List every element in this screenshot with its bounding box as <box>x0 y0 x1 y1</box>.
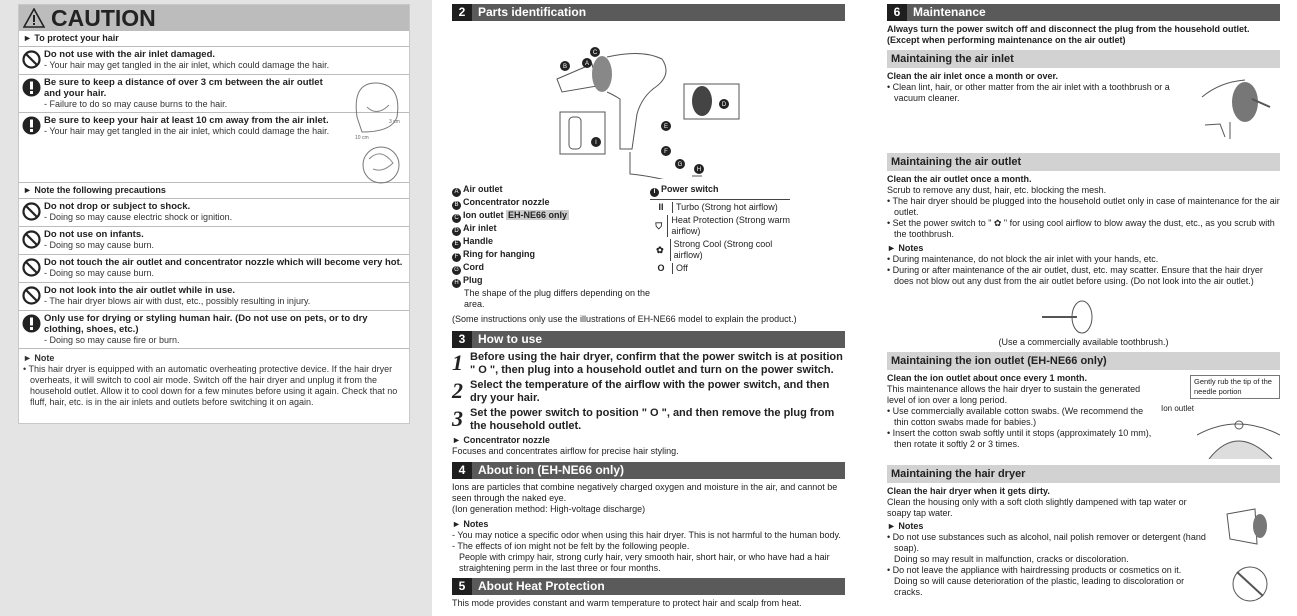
section-maintenance-header: 6 Maintenance <box>887 4 1280 21</box>
switch-position: ✿ Strong Cool (Strong cool airflow) <box>650 239 790 261</box>
caution-item-title: Be sure to keep a distance of over 3 cm between the air outlet and your hair. <box>44 77 323 99</box>
caution-item-desc: - Failure to do so may cause burns to the hair. <box>44 99 228 109</box>
caution-item-desc: - Doing so may cause burn. <box>44 268 155 278</box>
step <box>452 379 845 404</box>
caution-item-title: Do not drop or subject to shock. <box>44 201 191 212</box>
toothbrush-caption: (Use a commercially available toothbrush.) <box>998 337 1169 347</box>
diagram-label-b: B <box>562 64 568 70</box>
precautions-heading: ► Note the following precautions <box>19 182 409 198</box>
ion-bullet: • Insert the cotton swab softly until it stops (approximately 10 mm), then rotate it softly 2 or 3 times. <box>887 428 1152 449</box>
ion-lead: Clean the ion outlet about once every 1 month. <box>887 373 1088 383</box>
subsection-air-inlet: Maintaining the air inlet <box>887 50 1280 68</box>
step-number: 2 <box>452 378 463 403</box>
ion-note: - You may notice a specific odor when using this hair dryer. This is not harmful to the human body. <box>452 530 841 540</box>
ion-callout: Gently rub the tip of the needle portion <box>1190 375 1280 399</box>
section-parts-header: 2 Parts identification <box>452 4 845 21</box>
parts-list <box>452 184 845 310</box>
maintenance-intro: Always turn the power switch off and disconnect the plug from the household outlet. (Except when performing maintenance on the air outlet) <box>887 24 1250 45</box>
outlet-bullet: • Set the power switch to " ✿ " for using cool airflow to blow away the dust, etc., as you scrub with the toothbrush. <box>887 218 1275 239</box>
ion-method: (Ion generation method: High-voltage discharge) <box>452 504 646 514</box>
diagram-label-d: D <box>721 102 727 108</box>
diagram-label-a: A <box>584 61 590 67</box>
subsection-air-outlet: Maintaining the air outlet <box>887 153 1280 171</box>
dryer-note: Doing so may result in malfunction, cracks or discoloration. <box>894 554 1129 564</box>
ion-maint-text: This maintenance allows the hair dryer to sustain the generated level of ion over a long period. <box>887 384 1141 405</box>
ion-bullet: • Use commercially available cotton swabs. (We recommend the thin cotton swabs made for babies.) <box>887 406 1144 427</box>
part-item: A Air outlet <box>452 184 650 197</box>
part-item: G Cord <box>452 262 650 275</box>
label-10cm: 10 cm <box>355 135 369 141</box>
outlet-note: • During maintenance, do not block the air inlet with your hands, etc. <box>887 254 1159 264</box>
step <box>452 351 845 376</box>
ion-people: People with crimpy hair, strong curly hair, very smooth hair, short hair, or who have had a hair straightening perm in the last three or four months. <box>459 552 830 573</box>
nozzle-heading: ► Concentrator nozzle <box>452 435 550 445</box>
caution-item-title: Do not look into the air outlet while in use. <box>44 285 236 296</box>
section-how-to-use-header: 3 How to use <box>452 331 845 348</box>
dryer-notes-heading: ► Notes <box>887 521 924 531</box>
switch-position: O Off <box>650 263 790 274</box>
part-item: D Air inlet <box>452 223 650 236</box>
switch-glyph-icon: ⛉ <box>655 220 663 231</box>
middle-column <box>452 4 845 609</box>
ion-outlet-illustration <box>1197 413 1280 459</box>
caution-panel <box>18 4 410 424</box>
prohibited-icon <box>22 285 44 308</box>
switch-glyph-icon: ✿ <box>656 244 664 255</box>
caution-item <box>19 282 409 310</box>
caution-item-desc: - The hair dryer blows air with dust, etc., possibly resulting in injury. <box>44 296 311 306</box>
part-item: E Handle <box>452 236 650 249</box>
caution-item-title: Do not touch the air outlet and concentrator nozzle which will become very hot. <box>44 257 403 268</box>
cleaning-illustration <box>1225 494 1275 604</box>
label-3cm: 3 cm <box>389 119 400 125</box>
step-text: Set the power switch to position " O ", and then remove the plug from the household outlet. <box>470 407 835 432</box>
dryer-text: Clean the housing only with a soft cloth slightly dampened with tap water or soapy tap water. <box>887 497 1187 518</box>
inlet-lead: Clean the air inlet once a month or over. <box>887 71 1059 81</box>
part-letter: E <box>452 240 461 249</box>
part-letter: F <box>452 253 461 262</box>
step-text: Select the temperature of the airflow with the power switch, and then dry your hair. <box>470 379 830 404</box>
section-about-ion-header: 4 About ion (EH-NE66 only) <box>452 462 845 479</box>
warning-triangle-icon <box>23 8 45 28</box>
power-switch-legend: I Power switch II Turbo (Strong hot airflow) ⛉ Heat Protection (Strong warm airflow) ✿ Strong Cool (Strong cool airflow) O Off <box>650 184 790 310</box>
toothbrush-illustration <box>1037 297 1117 337</box>
heat-protection-text: This mode provides constant and warm temperature to protect hair and scalp from heat. <box>452 598 802 608</box>
step <box>452 407 845 432</box>
switch-position: ⛉ Heat Protection (Strong warm airflow) <box>650 215 790 237</box>
switch-glyph-icon: II <box>658 202 664 212</box>
outlet-note: • During or after maintenance of the air outlet, dust, etc. may scatter. Ensure that the hair dryer does not blow out any dust from the air outlet before using. (Do not look into the air outlet.) <box>887 265 1263 286</box>
caution-item-title: Do not use with the air inlet damaged. <box>44 49 216 60</box>
parts-footnote: (Some instructions only use the illustrations of EH-NE66 model to explain the product.) <box>452 314 797 324</box>
outlet-bullet: • The hair dryer should be plugged into the household outlet only in case of maintenance for the air outlet. <box>887 196 1280 217</box>
caution-item <box>19 254 409 282</box>
subsection-ion-outlet: Maintaining the ion outlet (EH-NE66 only) <box>887 352 1280 370</box>
caution-item <box>19 198 409 226</box>
prohibited-icon <box>22 201 44 224</box>
diagram-label-i: I <box>595 140 597 146</box>
caution-title: CAUTION <box>19 5 409 31</box>
caution-item-desc: - Doing so may cause fire or burn. <box>44 335 180 345</box>
protect-heading: ► To protect your hair <box>23 33 119 43</box>
hair-dryer-diagram <box>452 24 845 179</box>
part-letter: D <box>452 227 461 236</box>
outlet-text: Scrub to remove any dust, hair, etc. blocking the mesh. <box>887 185 1107 195</box>
step-number: 3 <box>452 406 463 431</box>
caution-item-title: Be sure to keep your hair at least 10 cm away from the air inlet. <box>44 115 329 126</box>
caution-item-title: Do not use on infants. <box>44 229 144 240</box>
outlet-lead: Clean the air outlet once a month. <box>887 174 1032 184</box>
mandatory-icon <box>22 115 44 180</box>
caution-item-desc: - Your hair may get tangled in the air inlet, which could damage the hair. <box>44 126 330 136</box>
step-text: Before using the hair dryer, confirm that the power switch is at position " O ", then plug into a household outlet and turn on the power switch. <box>470 351 843 376</box>
part-letter: C <box>452 214 461 223</box>
part-item: H Plug <box>452 275 650 288</box>
part-letter: G <box>452 266 461 275</box>
ion-outlet-label: Ion outlet <box>1161 404 1194 413</box>
part-item: B Concentrator nozzle <box>452 197 650 210</box>
part-letter: H <box>452 279 461 288</box>
caution-item-title: Only use for drying or styling human hair. (Do not use on pets, or to dry clothing, shoes, etc.) <box>44 313 368 335</box>
dryer-note: Doing so will cause deterioration of the plastic, leading to discoloration or cracks. <box>894 576 1185 597</box>
right-column <box>887 4 1280 598</box>
caution-item-desc: - Your hair may get tangled in the air inlet, which could damage the hair. <box>44 60 330 70</box>
diagram-label-f: F <box>664 149 668 155</box>
caution-item-desc: - Doing so may cause electric shock or ignition. <box>44 212 233 222</box>
dryer-note: • Do not leave the appliance with hairdressing products or cosmetics on it. <box>887 565 1182 575</box>
caution-item <box>19 310 409 348</box>
prohibited-icon <box>22 229 44 252</box>
mandatory-icon <box>22 77 44 110</box>
switch-position: II Turbo (Strong hot airflow) <box>650 202 790 213</box>
model-badge: EH-NE66 only <box>508 210 568 220</box>
subsection-hair-dryer: Maintaining the hair dryer <box>887 465 1280 483</box>
part-item: F Ring for hanging <box>452 249 650 262</box>
section-heat-protection-header: 5 About Heat Protection <box>452 578 845 595</box>
dryer-note: • Do not use substances such as alcohol, nail polish remover or detergent (hand soap). <box>887 532 1206 553</box>
step-number: 1 <box>452 350 463 375</box>
dryer-lead: Clean the hair dryer when it gets dirty. <box>887 486 1050 496</box>
ion-text: Ions are particles that combine negatively charged oxygen and moisture in the air, and cannot be seen through the naked eye. <box>452 482 838 503</box>
mandatory-icon <box>22 313 44 346</box>
prohibited-icon <box>22 49 44 72</box>
caution-note: ► Note • This hair dryer is equipped with an automatic overheating protective device. If the hair dryer overheats, it will switch to cool air mode. Switch off the hair dryer and unplug it from the household outlet. Allow it to cool down for a few minutes before using it again. Check that no fluff, hair, etc. is in the air inlets and outlets before switching it on again. <box>19 348 409 412</box>
prohibited-icon <box>22 257 44 280</box>
ion-note: - The effects of ion might not be felt by the following people. <box>452 541 690 551</box>
outlet-notes-heading: ► Notes <box>887 243 924 253</box>
diagram-label-e: E <box>663 124 669 130</box>
switch-glyph-icon: O <box>657 263 665 273</box>
caution-item <box>19 46 409 74</box>
plug-note: The shape of the plug differs depending on the area. <box>464 288 650 309</box>
part-letter: A <box>452 188 461 197</box>
caution-item <box>19 226 409 254</box>
part-letter: B <box>452 201 461 210</box>
caution-item-desc: - Doing so may cause burn. <box>44 240 155 250</box>
diagram-label-c: C <box>592 50 598 56</box>
inlet-bullet: • Clean lint, hair, or other matter from the air inlet with a toothbrush or a vacuum cleaner. <box>887 82 1170 103</box>
ion-notes-heading: ► Notes <box>452 519 489 529</box>
air-inlet-illustration <box>1200 77 1275 142</box>
hair-illustration <box>347 77 407 187</box>
diagram-label-h: H <box>696 167 702 173</box>
diagram-label-g: G <box>677 162 683 168</box>
part-item: C Ion outlet EH-NE66 only <box>452 210 650 223</box>
nozzle-text: Focuses and concentrates airflow for precise hair styling. <box>452 446 679 456</box>
